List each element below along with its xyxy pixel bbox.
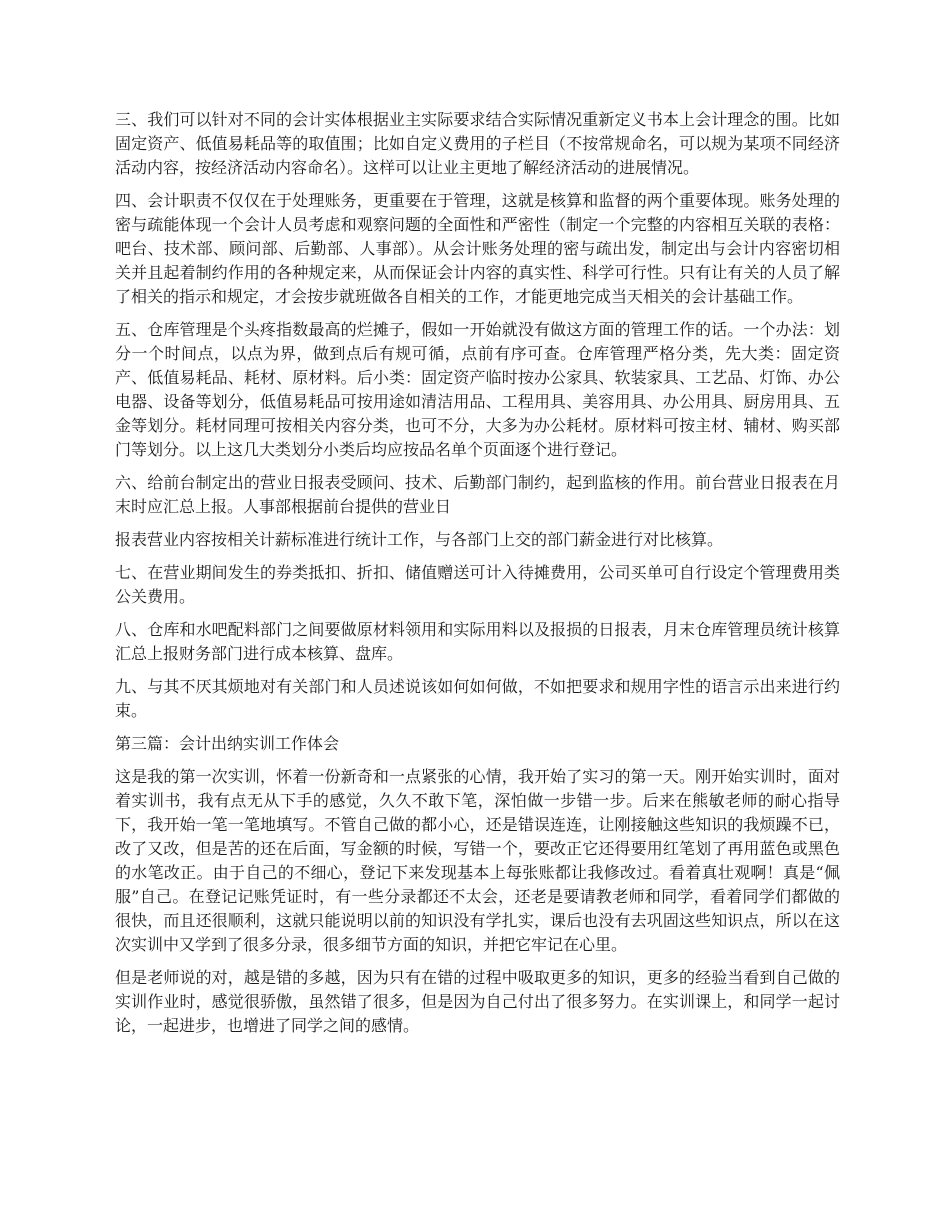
paragraph-item-4: 四、会计职责不仅仅在于处理账务，更重要在于管理，这就是核算和监督的两个重要体现。账务处理的密与疏能体现一个会计人员考虑和观察问题的全面性和严密性（制定一个完整的内容相互关联的表格：吧台、技术部、顾问部、后勤部、人事部）。从会计账务处理的密与疏出发，制定出与会计内容密切相关并且起着制约作用的各种规定来，从而保证会计内容的真实性、科学可行性。只有让有关的人员了解了相关的指示和规定，才会按步就班做各自相关的工作，才能更地完成当天相关的会计基础工作。	[115, 191, 840, 306]
section-title: 第三篇：会计出纳实训工作体会	[115, 734, 340, 753]
paragraph-item-9: 九、与其不厌其烦地对有关部门和人员述说该如何如何做，不如把要求和规用字性的语言示出来进行约束。	[115, 677, 840, 720]
section-paragraph-2: 但是老师说的对，越是错的多越，因为只有在错的过程中吸取更多的知识，更多的经验当看到自己做的实训作业时，感觉很骄傲，虽然错了很多，但是因为自己付出了很多努力。在实训课上，和同学一起讨论，一起进步，也增进了同学之间的感情。	[115, 968, 840, 1035]
paragraph-item-3: 三、我们可以针对不同的会计实体根据业主实际要求结合实际情况重新定义书本上会计理念的围。比如固定资产、低值易耗品等的取值围；比如自定义费用的子栏目（不按常规命名，可以规为某项不同经济活动内容，按经济活动内容命名）。这样可以让业主更地了解经济活动的进展情况。	[115, 110, 840, 177]
paragraph-item-6: 六、给前台制定出的营业日报表受顾问、技术、后勤部门制约，起到监核的作用。前台营业日报表在月末时应汇总上报。人事部根据前台提供的营业日	[115, 473, 840, 516]
paragraph-item-6-continued: 报表营业内容按相关计薪标准进行统计工作，与各部门上交的部门薪金进行对比核算。	[115, 530, 724, 549]
paragraph-item-5: 五、仓库管理是个头疼指数最高的烂摊子，假如一开始就没有做这方面的管理工作的话。一个办法：划分一个时间点，以点为界，做到点后有规可循，点前有序可查。仓库管理严格分类，先大类：固定资产、低值易耗品、耗材、原材料。后小类：固定资产临时按办公家具、软装家具、工艺品、灯饰、办公电器、设备等划分，低值易耗品可按用途如清洁用品、工程用具、美容用具、办公用具、厨房用具、五金等划分。耗材同理可按相关内容分类，也可不分，大多为办公耗材。原材料可按主材、辅材、购买部门等划分。以上这几大类划分小类后均应按品名单个页面逐个进行登记。	[115, 320, 840, 459]
paragraph-item-8: 八、仓库和水吧配料部门之间要做原材料领用和实际用料以及报损的日报表，月末仓库管理员统计核算汇总上报财务部门进行成本核算、盘库。	[115, 620, 840, 663]
section-paragraph-1: 这是我的第一次实训，怀着一份新奇和一点紧张的心情，我开始了实习的第一天。刚开始实训时，面对着实训书，我有点无从下手的感觉，久久不敢下笔，深怕做一步错一步。后来在熊敏老师的耐心指导下，我开始一笔一笔地填写。不管自己做的都小心，还是错误连连，让刚接触这些知识的我烦躁不已，改了又改，但是苦的还在后面，写金额的时候，写错一个，要改正它还得要用红笔划了再用蓝色或黑色的水笔改正。由于自己的不细心，登记下来发现基本上每张账都让我修改过。看着真壮观啊！真是“佩服”自己。在登记记账凭证时，有一些分录都还不太会，还老是要请教老师和同学，看着同学们都做的很快，而且还很顺利，这就只能说明以前的知识没有学扎实，课后也没有去巩固这些知识点，所以在这次实训中又学到了很多分录，很多细节方面的知识，并把它牢记在心里。	[115, 767, 840, 954]
paragraph-item-7: 七、在营业期间发生的券类抵扣、折扣、储值赠送可计入待摊费用，公司买单可自行设定个管理费用类公关费用。	[115, 563, 840, 606]
